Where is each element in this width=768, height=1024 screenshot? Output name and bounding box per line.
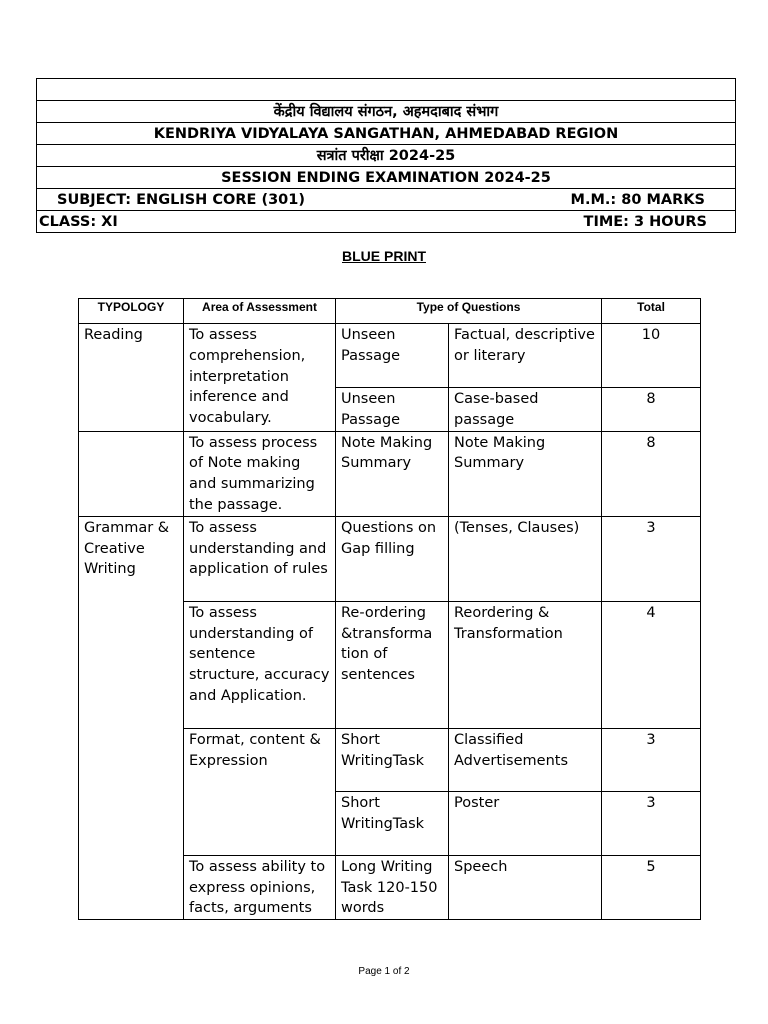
page-title: BLUE PRINT [342, 248, 426, 264]
subject: SUBJECT: ENGLISH CORE (301) [57, 191, 305, 208]
question-desc-cell: Poster [449, 791, 602, 855]
header-blank-row [37, 79, 736, 101]
col-header-total: Total [602, 299, 701, 324]
class-row [37, 211, 736, 233]
table-header-row [79, 299, 701, 324]
total-cell: 8 [602, 388, 701, 432]
max-marks: M.M.: 80 MARKS [570, 191, 705, 208]
question-desc-cell: Note Making Summary [449, 431, 602, 516]
table-row [79, 324, 701, 388]
question-type-cell: Short WritingTask [336, 728, 449, 791]
question-type-cell: Re-ordering &transforma tion of sentences [336, 601, 449, 728]
area-cell: To assess understanding and application of rules [184, 516, 336, 601]
blue-print-table [78, 298, 701, 920]
table-row [79, 516, 701, 601]
hindi-org-name: केंद्रीय विद्यालय संगठन, अहमदाबाद संभाग [37, 101, 736, 123]
question-type-cell: Unseen Passage [336, 388, 449, 432]
org-name: KENDRIYA VIDYALAYA SANGATHAN, AHMEDABAD REGION [37, 123, 736, 145]
question-type-cell: Unseen Passage [336, 324, 449, 388]
question-type-cell: Short WritingTask [336, 791, 449, 855]
question-desc-cell: (Tenses, Clauses) [449, 516, 602, 601]
question-desc-cell: Case-based passage [449, 388, 602, 432]
question-type-cell: Long Writing Task 120-150 words [336, 855, 449, 919]
total-cell: 3 [602, 516, 701, 601]
total-cell: 3 [602, 728, 701, 791]
col-header-area: Area of Assessment [184, 299, 336, 324]
question-desc-cell: Factual, descriptive or literary [449, 324, 602, 388]
question-type-cell: Note Making Summary [336, 431, 449, 516]
typology-cell: Reading [79, 324, 184, 432]
typology-cell [79, 431, 184, 516]
question-desc-cell: Speech [449, 855, 602, 919]
total-cell: 4 [602, 601, 701, 728]
time: TIME: 3 HOURS [583, 213, 707, 230]
area-cell: To assess process of Note making and summarizing the passage. [184, 431, 336, 516]
subject-row [37, 189, 736, 211]
area-cell: To assess comprehension, interpretation inference and vocabulary. [184, 324, 336, 432]
question-desc-cell: Reordering & Transformation [449, 601, 602, 728]
exam-header [36, 78, 736, 233]
col-header-typology: TYPOLOGY [79, 299, 184, 324]
page-number: Page 1 of 2 [358, 966, 410, 977]
exam-name: SESSION ENDING EXAMINATION 2024-25 [37, 167, 736, 189]
question-desc-cell: Classified Advertisements [449, 728, 602, 791]
question-type-cell: Questions on Gap filling [336, 516, 449, 601]
area-cell: Format, content & Expression [184, 728, 336, 855]
col-header-question-type: Type of Questions [336, 299, 602, 324]
total-cell: 3 [602, 791, 701, 855]
total-cell: 10 [602, 324, 701, 388]
hindi-exam-name: सत्रांत परीक्षा 2024-25 [37, 145, 736, 167]
area-cell: To assess understanding of sentence structure, accuracy and Application. [184, 601, 336, 728]
table-row [79, 431, 701, 516]
typology-cell: Grammar & Creative Writing [79, 516, 184, 919]
class: CLASS: XI [39, 213, 118, 230]
total-cell: 5 [602, 855, 701, 919]
total-cell: 8 [602, 431, 701, 516]
area-cell: To assess ability to express opinions, facts, arguments [184, 855, 336, 919]
